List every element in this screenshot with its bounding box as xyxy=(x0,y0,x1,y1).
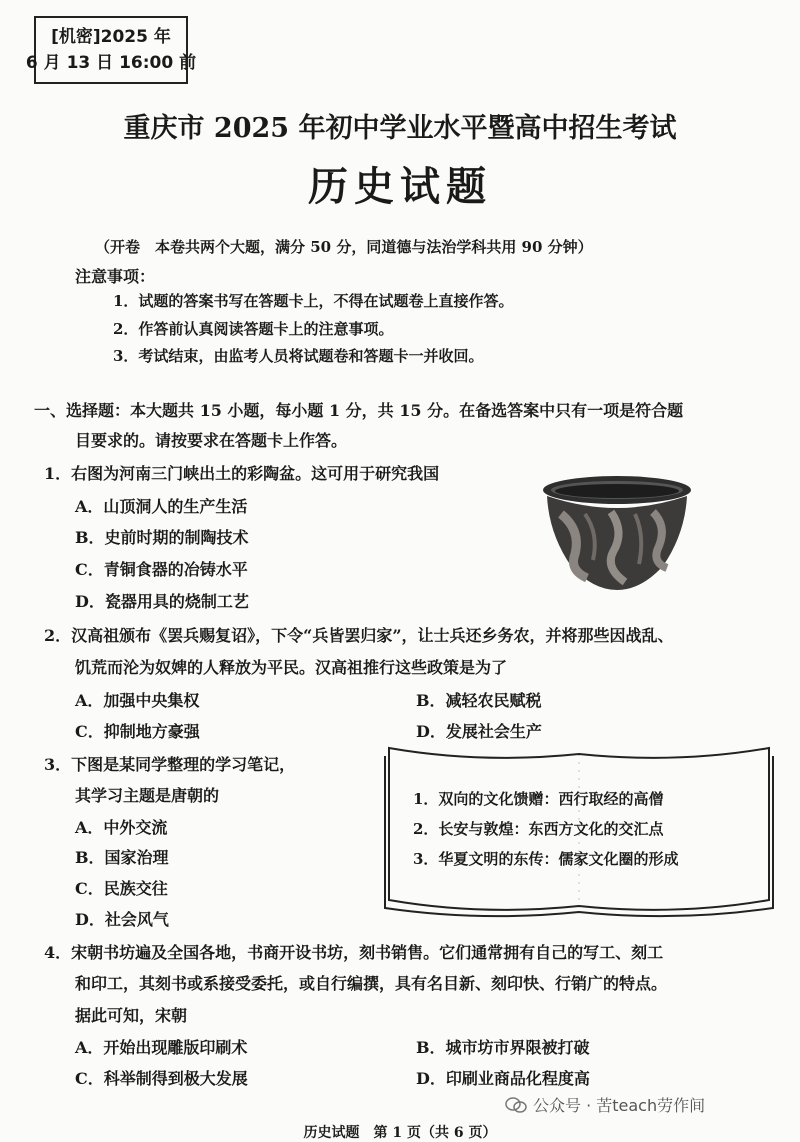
question-3-option-a: A．中外交流 xyxy=(75,818,168,837)
question-2-option-d: D．发展社会生产 xyxy=(416,722,542,741)
question-4-stem: 4．宋朝书坊遍及全国各地，书商开设书坊，刻书销售。它们通常拥有自己的写工、刻工 xyxy=(44,943,664,962)
confidential-stamp xyxy=(25,16,197,84)
question-4-stem-cont: 据此可知，宋朝 xyxy=(75,1006,188,1025)
subject-title: 历史试题 xyxy=(308,163,492,210)
question-1-stem: 1．右图为河南三门峡出土的彩陶盆。这可用于研究我国 xyxy=(44,464,440,483)
notebook-line-3: 3．华夏文明的东传：儒家文化圈的形成 xyxy=(413,850,679,868)
section1-instructions: 一、选择题：本大题共 15 小题，每小题 1 分，共 15 分。在备选答案中只有一项是符合题 xyxy=(34,401,684,420)
note-item: 2．作答前认真阅读答题卡上的注意事项。 xyxy=(113,320,394,338)
notebook-line-2: 2．长安与敦煌：东西方文化的交汇点 xyxy=(413,820,664,838)
watermark-text: 公众号 · 苦teach劳作间 xyxy=(533,1096,706,1115)
question-3-option-d: D．社会风气 xyxy=(75,910,169,929)
page-footer: 历史试题 第 1 页（共 6 页） xyxy=(303,1125,497,1141)
watermark xyxy=(505,1093,705,1116)
confidential-line2: 6 月 13 日 16:00 前 xyxy=(25,53,197,73)
question-4-option-a: A．开始出现雕版印刷术 xyxy=(75,1038,248,1057)
confidential-line1: [机密]2025 年 xyxy=(51,27,171,47)
question-2-option-a: A．加强中央集权 xyxy=(75,691,200,710)
question-3-stem: 3．下图是某同学整理的学习笔记， xyxy=(44,755,296,774)
question-1-option-b: B．史前时期的制陶技术 xyxy=(75,528,249,547)
question-2-option-c: C．抑制地方豪强 xyxy=(75,722,200,741)
question-2-stem: 2．汉高祖颁布《罢兵赐复诏》，下令“兵皆罢归家”，让士兵还乡务农，并将那些因战乱、 xyxy=(44,626,674,645)
question-4-stem-cont: 和印工，其刻书或系接受委托，或自行编撰，具有名目新、刻印快、行销广的特点。 xyxy=(75,974,668,993)
question-3-stem-cont: 其学习主题是唐朝的 xyxy=(75,786,220,805)
question-1-option-c: C．青铜食器的冶铸水平 xyxy=(75,560,248,579)
question-3-option-b: B．国家治理 xyxy=(75,848,169,867)
question-1-option-a: A．山顶洞人的生产生活 xyxy=(75,497,248,516)
section1-instructions-cont: 目要求的。请按要求在答题卡上作答。 xyxy=(75,431,348,450)
painted-pottery-basin-image xyxy=(541,474,693,592)
question-4-option-c: C．科举制得到极大发展 xyxy=(75,1069,248,1088)
note-item: 3．考试结束，由监考人员将试题卷和答题卡一并收回。 xyxy=(113,347,484,365)
exam-title: 重庆市 2025 年初中学业水平暨高中招生考试 xyxy=(123,113,677,144)
question-3-option-c: C．民族交往 xyxy=(75,879,168,898)
question-4-option-d: D．印刷业商品化程度高 xyxy=(416,1069,590,1088)
exam-info: （开卷 本卷共两个大题，满分 50 分，同道德与法治学科共用 90 分钟） xyxy=(95,238,593,256)
question-2-stem-cont: 饥荒而沦为奴婢的人释放为平民。汉高祖推行这些政策是为了 xyxy=(75,658,508,677)
notes-heading: 注意事项： xyxy=(75,267,156,286)
notebook-line-1: 1．双向的文化馈赠：西行取经的高僧 xyxy=(413,790,664,808)
wechat-icon xyxy=(505,1096,527,1114)
question-2-option-b: B．减轻农民赋税 xyxy=(416,691,542,710)
question-4-option-b: B．城市坊市界限被打破 xyxy=(416,1038,590,1057)
note-item: 1．试题的答案书写在答题卡上，不得在试题卷上直接作答。 xyxy=(113,292,514,310)
question-1-option-d: D．瓷器用具的烧制工艺 xyxy=(75,592,249,611)
